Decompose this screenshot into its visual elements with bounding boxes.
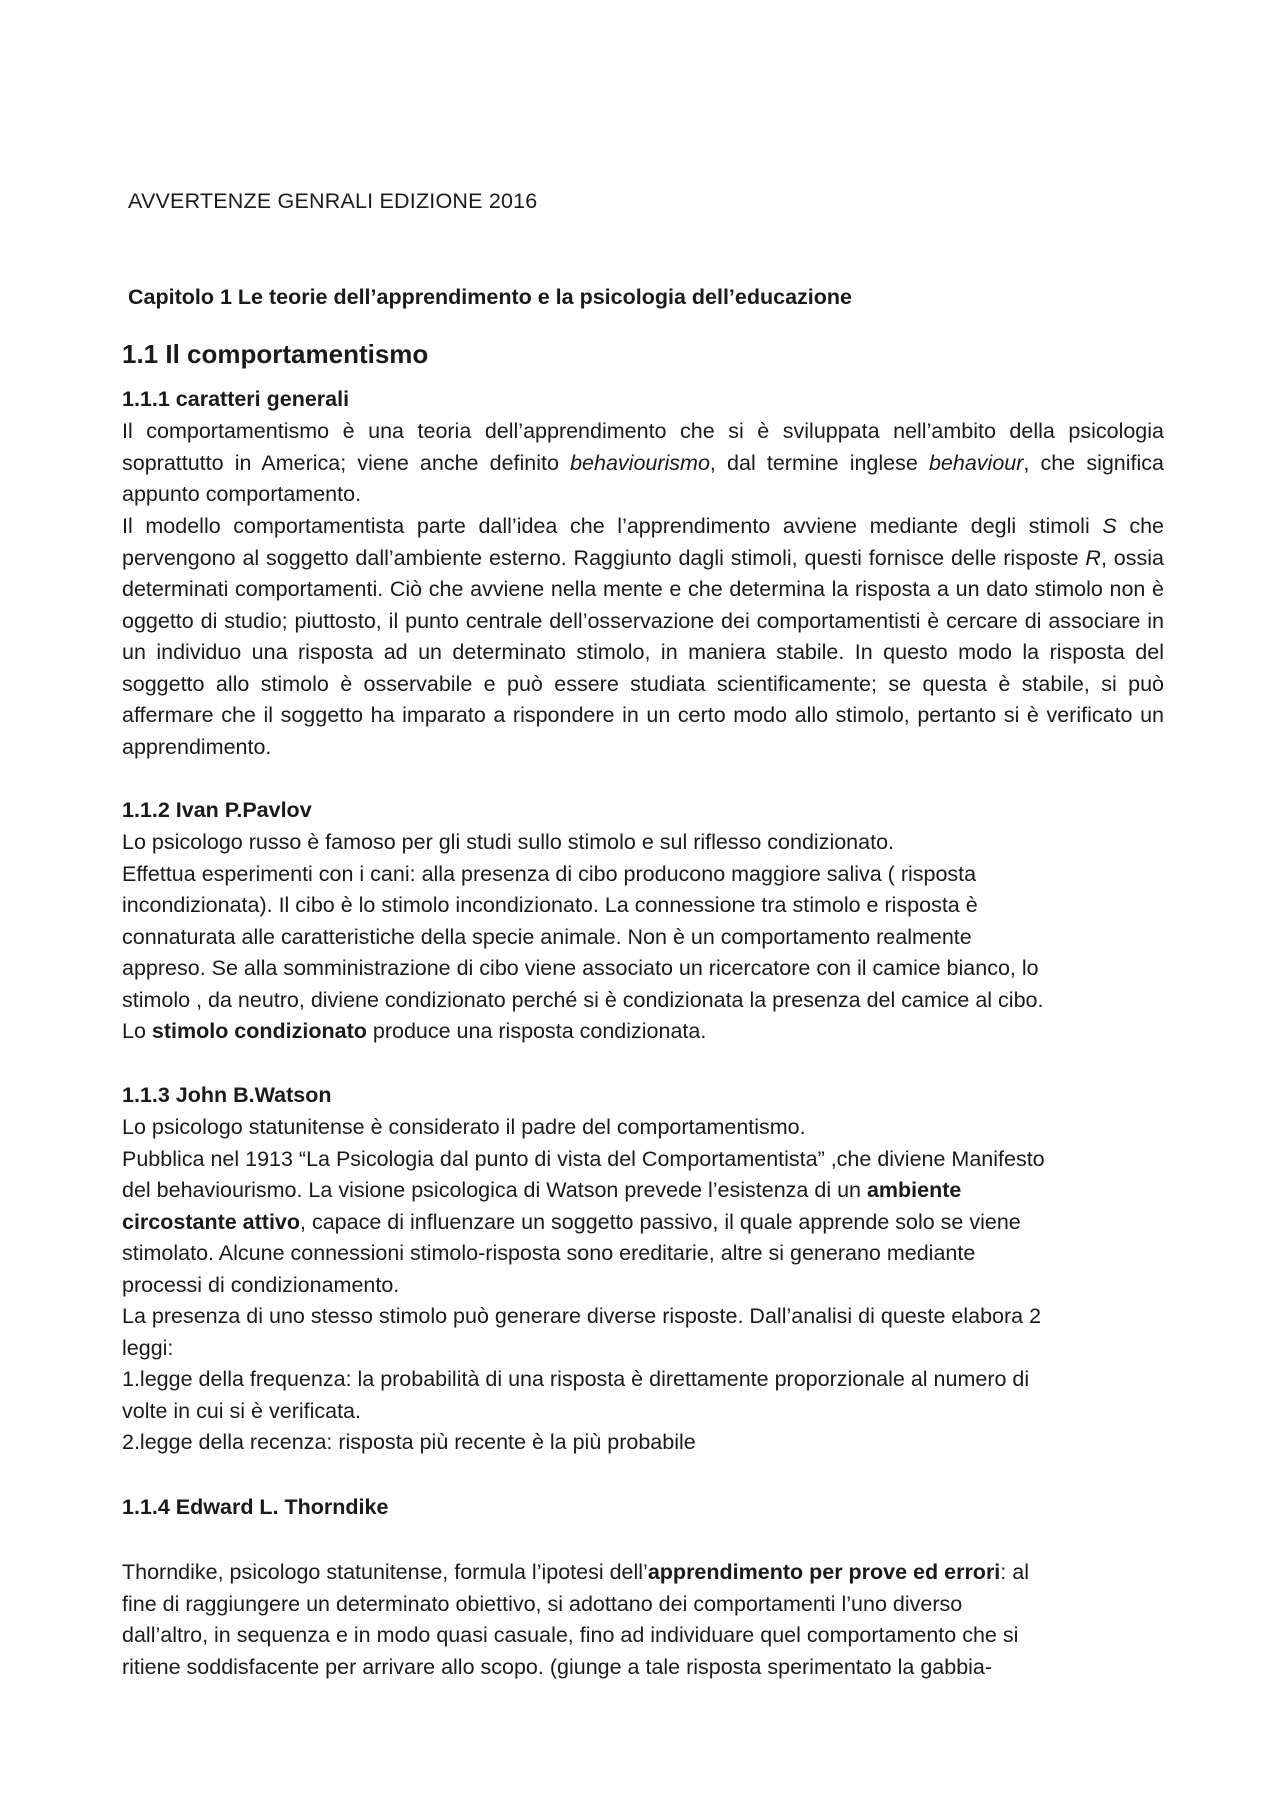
text-line — [122, 1557, 1182, 1589]
subsection-heading-1-1-4: 1.1.4 Edward L. Thorndike — [122, 1495, 389, 1519]
text-run: Il comportamentismo è una teoria dell’apprendimento che si è sviluppata nell’ambito della psicologia soprattutto in America; viene anche definito — [122, 419, 1164, 475]
text-run: Il modello comportamentista parte dall’idea che l’apprendimento avviene mediante degli stimoli — [122, 514, 1103, 538]
italic-term: behaviour — [928, 450, 1024, 475]
italic-term: R — [1085, 545, 1101, 570]
text-line: leggi: — [122, 1335, 174, 1360]
subsection-heading-1-1-2: 1.1.2 Ivan P.Pavlov — [122, 798, 312, 822]
bold-term: ambiente — [866, 1178, 962, 1202]
text-line: processi di condizionamento. — [122, 1272, 400, 1297]
text-line — [122, 1207, 1182, 1239]
text-line: connaturata alle caratteristiche della specie animale. Non è un comportamento realmente — [122, 924, 972, 949]
text-line: ritiene soddisfacente per arrivare allo scopo. (giunge a tale risposta sperimentato la gabbia- — [122, 1654, 993, 1679]
text-line: volte in cui si è verificata. — [122, 1398, 361, 1423]
subsection-heading-1-1-1: 1.1.1 caratteri generali — [122, 387, 350, 411]
italic-term: behaviourismo — [570, 450, 710, 475]
text-line: fine di raggiungere un determinato obiettivo, si adottano dei comportamenti l’uno diverso — [122, 1591, 963, 1616]
text-line: incondizionata). Il cibo è lo stimolo incondizionato. La connessione tra stimolo e risposta è — [122, 893, 978, 917]
italic-term: S — [1102, 514, 1117, 538]
document-header: AVVERTENZE GENRALI EDIZIONE 2016 — [128, 189, 538, 213]
text-run: che pervengono al soggetto dall’ambiente esterno. Raggiunto dagli stimoli, questi fornisce delle risposte — [122, 514, 1165, 570]
text-run: , che significa appunto comportamento. — [122, 450, 1164, 506]
bold-term: stimolo condizionato — [151, 1019, 367, 1043]
text-run: Lo — [122, 1019, 152, 1043]
text-line — [122, 1175, 1182, 1207]
paragraph-pavlov — [122, 827, 1182, 1048]
paragraph-caratteri-generali-2 — [122, 511, 1164, 763]
text-line: appreso. Se alla somministrazione di cibo viene associato un ricercatore con il camice bianco, lo — [122, 956, 1039, 980]
text-line: Lo psicologo russo è famoso per gli studi sullo stimolo e sul riflesso condizionato. — [122, 830, 895, 854]
text-run: , ossia determinati comportamenti. Ciò che avviene nella mente e che determina la risposta a un dato stimolo non è oggetto di studio; piuttosto, il punto centrale dell’osservazione dei comportamentisti è cercare di associare in un individuo una risposta ad un determinato stimolo, in maniera stabile. In questo modo la risposta del soggetto allo stimolo è osservabile e può essere studiata scientificamente; se questa è stabile, si può affermare che il soggetto ha imparato a rispondere in un certo modo allo stimolo, pertanto si è verificato un apprendimento. — [122, 545, 1164, 759]
section-title: 1.1 Il comportamentismo — [122, 339, 429, 369]
text-line: Effettua esperimenti con i cani: alla presenza di cibo producono maggiore saliva ( risposta — [122, 861, 977, 886]
subsection-heading-1-1-3: 1.1.3 John B.Watson — [122, 1083, 332, 1107]
text-line: Pubblica nel 1913 “La Psicologia dal punto di vista del Comportamentista” ,che diviene Manifesto — [122, 1146, 1045, 1171]
paragraph-watson — [122, 1112, 1182, 1459]
text-run: del behaviourismo. La visione psicologica di Watson prevede l’esistenza di un — [122, 1178, 867, 1202]
text-line: Lo psicologo statunitense è considerato il padre del comportamentismo. — [122, 1115, 806, 1139]
text-line: 2.legge della recenza: risposta più recente è la più probabile — [122, 1430, 696, 1454]
text-line: La presenza di uno stesso stimolo può generare diverse risposte. Dall’analisi di queste elabora 2 — [122, 1304, 1042, 1328]
text-line: stimolato. Alcune connessioni stimolo-risposta sono ereditarie, altre si generano mediante — [122, 1241, 976, 1265]
paragraph-caratteri-generali-1 — [122, 416, 1164, 511]
text-line: 1.legge della frequenza: la probabilità di una risposta è direttamente proporzionale al numero di — [122, 1367, 1030, 1391]
text-run: , dal termine inglese — [709, 450, 929, 475]
bold-term: circostante attivo — [122, 1209, 301, 1234]
paragraph-thorndike — [122, 1557, 1182, 1683]
bold-term: apprendimento per prove ed errori — [647, 1560, 1001, 1584]
text-line — [122, 1016, 1182, 1048]
text-run: produce una risposta condizionata. — [366, 1019, 707, 1043]
text-run: Thorndike, psicologo statunitense, formula l’ipotesi dell’ — [122, 1560, 648, 1584]
text-line: dall’altro, in sequenza e in modo quasi casuale, fino ad individuare quel comportamento che si — [122, 1623, 1019, 1647]
chapter-title: Capitolo 1 Le teorie dell’apprendimento e la psicologia dell’educazione — [128, 285, 852, 309]
text-line: stimolo , da neutro, diviene condizionato perché si è condizionata la presenza del camice al cibo. — [122, 987, 1044, 1012]
text-run: : al — [1000, 1560, 1029, 1584]
text-run: , capace di influenzare un soggetto passivo, il quale apprende solo se viene — [300, 1209, 1021, 1234]
